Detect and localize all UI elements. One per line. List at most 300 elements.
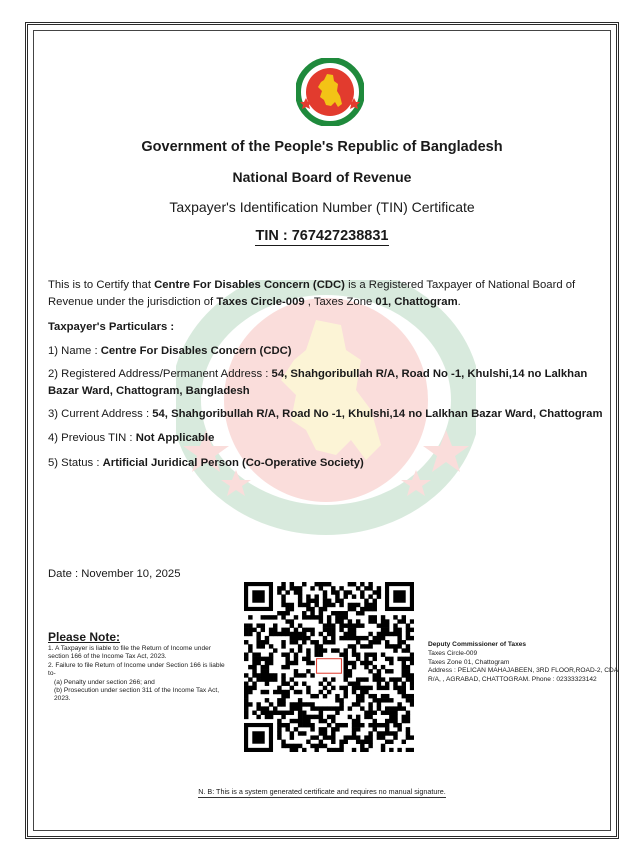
- qr-module: [389, 740, 393, 744]
- qr-module: [306, 719, 310, 723]
- qr-module: [377, 669, 381, 673]
- qr-module: [364, 715, 368, 719]
- qr-module: [344, 665, 348, 669]
- qr-module: [314, 694, 318, 698]
- particular-previous-tin: [48, 430, 598, 447]
- qr-module: [348, 632, 352, 636]
- qr-module: [298, 698, 302, 702]
- qr-module: [364, 740, 368, 744]
- qr-module: [314, 706, 318, 710]
- qr-module: [368, 669, 372, 673]
- qr-finder-pattern: [393, 590, 405, 602]
- certificate-title: Taxpayer's Identification Number (TIN) Certificate: [169, 199, 475, 215]
- qr-module: [294, 682, 298, 686]
- certify-circle: Taxes Circle-009: [216, 296, 305, 308]
- qr-module: [310, 586, 314, 590]
- qr-module: [397, 644, 401, 648]
- qr-module: [265, 669, 269, 673]
- qr-module: [344, 590, 348, 594]
- qr-module: [319, 582, 323, 586]
- qr-module: [335, 723, 339, 727]
- officer-title: Deputy Commissioner of Taxes: [428, 641, 527, 648]
- qr-module: [248, 677, 252, 681]
- qr-module: [393, 715, 397, 719]
- qr-module: [281, 644, 285, 648]
- qr-module: [393, 723, 397, 727]
- qr-module: [323, 594, 327, 598]
- current-address-label: 3) Current Address :: [48, 408, 153, 420]
- qr-module: [364, 690, 368, 694]
- qr-module: [410, 657, 414, 661]
- qr-module: [290, 603, 294, 607]
- qr-module: [273, 673, 277, 677]
- qr-module: [256, 677, 260, 681]
- qr-module: [244, 640, 248, 644]
- qr-module: [281, 582, 285, 586]
- qr-module: [306, 740, 310, 744]
- qr-module: [310, 735, 314, 739]
- qr-module: [381, 694, 385, 698]
- qr-module: [356, 603, 360, 607]
- qr-module: [281, 603, 285, 607]
- qr-module: [339, 702, 343, 706]
- qr-module: [298, 586, 302, 590]
- qr-module: [306, 690, 310, 694]
- qr-module: [277, 731, 281, 735]
- qr-module: [306, 652, 310, 656]
- qr-module: [356, 735, 360, 739]
- qr-module: [356, 698, 360, 702]
- qr-module: [402, 694, 406, 698]
- qr-module: [331, 628, 335, 632]
- qr-module: [281, 599, 285, 603]
- qr-module: [381, 744, 385, 748]
- note-line-3: (a) Penalty under section 266; and: [54, 678, 155, 686]
- qr-module: [310, 694, 314, 698]
- qr-module: [319, 706, 323, 710]
- qr-module: [281, 652, 285, 656]
- qr-module: [339, 619, 343, 623]
- qr-module: [402, 640, 406, 644]
- qr-module: [377, 735, 381, 739]
- qr-module: [348, 590, 352, 594]
- qr-module: [335, 698, 339, 702]
- qr-module: [281, 640, 285, 644]
- qr-module: [339, 628, 343, 632]
- qr-module: [344, 735, 348, 739]
- qr-module: [285, 690, 289, 694]
- qr-module: [410, 619, 414, 623]
- qr-module: [406, 677, 410, 681]
- qr-module: [381, 723, 385, 727]
- qr-module: [269, 652, 273, 656]
- qr-module: [248, 648, 252, 652]
- qr-module: [314, 603, 318, 607]
- qr-module: [402, 706, 406, 710]
- qr-module: [373, 727, 377, 731]
- qr-module: [281, 698, 285, 702]
- qr-module: [381, 615, 385, 619]
- qr-module: [348, 673, 352, 677]
- qr-module: [306, 661, 310, 665]
- qr-module: [281, 632, 285, 636]
- qr-module: [319, 715, 323, 719]
- qr-module: [319, 607, 323, 611]
- qr-module: [368, 632, 372, 636]
- qr-module: [302, 723, 306, 727]
- qr-module: [265, 665, 269, 669]
- qr-module: [352, 723, 356, 727]
- qr-module: [356, 723, 360, 727]
- qr-module: [285, 727, 289, 731]
- qr-module: [298, 719, 302, 723]
- qr-module: [306, 669, 310, 673]
- qr-module: [310, 632, 314, 636]
- qr-module: [344, 661, 348, 665]
- qr-module: [344, 594, 348, 598]
- qr-module: [397, 640, 401, 644]
- qr-module: [310, 607, 314, 611]
- qr-module: [314, 582, 318, 586]
- qr-module: [373, 723, 377, 727]
- qr-module: [377, 640, 381, 644]
- qr-module: [302, 615, 306, 619]
- qr-module: [285, 611, 289, 615]
- qr-module: [327, 723, 331, 727]
- qr-module: [248, 686, 252, 690]
- qr-module: [397, 748, 401, 752]
- qr-module: [352, 632, 356, 636]
- qr-module: [344, 615, 348, 619]
- qr-module: [306, 599, 310, 603]
- qr-module: [389, 719, 393, 723]
- qr-module: [285, 661, 289, 665]
- qr-module: [348, 628, 352, 632]
- qr-module: [290, 607, 294, 611]
- qr-module: [281, 673, 285, 677]
- qr-module: [290, 648, 294, 652]
- qr-module: [323, 686, 327, 690]
- qr-module: [248, 665, 252, 669]
- qr-module: [306, 657, 310, 661]
- qr-module: [327, 623, 331, 627]
- qr-module: [285, 711, 289, 715]
- qr-module: [252, 669, 256, 673]
- qr-module: [389, 632, 393, 636]
- qr-module: [389, 661, 393, 665]
- qr-module: [368, 740, 372, 744]
- qr-module: [377, 594, 381, 598]
- qr-module: [323, 706, 327, 710]
- qr-module: [256, 623, 260, 627]
- qr-module: [261, 690, 265, 694]
- qr-module: [385, 682, 389, 686]
- qr-module: [302, 731, 306, 735]
- qr-module: [323, 582, 327, 586]
- qr-module: [256, 702, 260, 706]
- qr-module: [290, 702, 294, 706]
- qr-module: [285, 632, 289, 636]
- qr-module: [406, 694, 410, 698]
- qr-module: [344, 740, 348, 744]
- qr-module: [273, 648, 277, 652]
- qr-module: [244, 711, 248, 715]
- qr-module: [373, 603, 377, 607]
- officer-address: Address : PELICAN MAHAJABEEN, 3RD FLOOR,ROAD-2, CDA R/A, , AGRABAD, CHATTOGRAM. Phone : 02333323142: [428, 667, 618, 684]
- qr-module: [381, 652, 385, 656]
- qr-module: [273, 623, 277, 627]
- qr-finder-pattern: [252, 731, 264, 743]
- qr-module: [261, 640, 265, 644]
- qr-module: [244, 698, 248, 702]
- qr-module: [339, 586, 343, 590]
- footer-note-text: N. B: This is a system generated certificate and requires no manual signature.: [198, 787, 446, 796]
- qr-module: [377, 586, 381, 590]
- qr-module: [294, 657, 298, 661]
- qr-module: [323, 590, 327, 594]
- qr-module: [306, 702, 310, 706]
- qr-module: [294, 586, 298, 590]
- qr-module: [323, 694, 327, 698]
- qr-module: [252, 661, 256, 665]
- qr-module: [327, 615, 331, 619]
- qr-module: [319, 740, 323, 744]
- qr-module: [339, 748, 343, 752]
- qr-module: [256, 636, 260, 640]
- qr-module: [252, 628, 256, 632]
- qr-module: [339, 615, 343, 619]
- qr-module: [373, 619, 377, 623]
- qr-module: [298, 632, 302, 636]
- qr-module: [364, 644, 368, 648]
- qr-module: [294, 590, 298, 594]
- qr-module: [406, 731, 410, 735]
- qr-module: [339, 652, 343, 656]
- qr-module: [306, 715, 310, 719]
- qr-module: [319, 731, 323, 735]
- qr-module: [364, 735, 368, 739]
- qr-module: [298, 723, 302, 727]
- qr-module: [397, 632, 401, 636]
- qr-module: [277, 711, 281, 715]
- qr-module: [356, 682, 360, 686]
- qr-module: [352, 652, 356, 656]
- qr-module: [323, 677, 327, 681]
- qr-module: [339, 603, 343, 607]
- qr-module: [302, 673, 306, 677]
- qr-module: [281, 723, 285, 727]
- qr-module: [244, 694, 248, 698]
- qr-module: [348, 582, 352, 586]
- qr-module: [327, 632, 331, 636]
- qr-module: [377, 636, 381, 640]
- qr-module: [335, 748, 339, 752]
- qr-module: [314, 648, 318, 652]
- qr-module: [290, 623, 294, 627]
- qr-module: [368, 715, 372, 719]
- qr-module: [385, 644, 389, 648]
- qr-module: [277, 632, 281, 636]
- qr-module: [364, 748, 368, 752]
- qr-module: [265, 636, 269, 640]
- qr-module: [352, 603, 356, 607]
- qr-module: [381, 731, 385, 735]
- qr-module: [335, 590, 339, 594]
- qr-module: [385, 740, 389, 744]
- qr-module: [389, 677, 393, 681]
- qr-module: [331, 748, 335, 752]
- qr-module: [406, 673, 410, 677]
- qr-module: [368, 586, 372, 590]
- qr-module: [344, 611, 348, 615]
- qr-module: [377, 673, 381, 677]
- qr-module: [335, 611, 339, 615]
- certify-org-name: Centre For Disables Concern (CDC): [154, 279, 345, 291]
- certify-text-2: is a Registered Taxpayer of National Board of Revenue under the jurisdiction of: [48, 279, 576, 308]
- qr-module: [360, 594, 364, 598]
- qr-module: [298, 711, 302, 715]
- qr-module: [290, 582, 294, 586]
- please-note-title: Please Note:: [48, 630, 121, 644]
- qr-module: [368, 702, 372, 706]
- qr-module: [273, 706, 277, 710]
- qr-module: [402, 673, 406, 677]
- qr-module: [269, 677, 273, 681]
- qr-module: [248, 623, 252, 627]
- qr-module: [360, 690, 364, 694]
- qr-module: [327, 582, 331, 586]
- qr-module: [381, 748, 385, 752]
- qr-module: [339, 611, 343, 615]
- qr-module: [389, 644, 393, 648]
- qr-module: [290, 640, 294, 644]
- qr-module: [389, 706, 393, 710]
- qr-module: [327, 735, 331, 739]
- registered-address-label: 2) Registered Address/Permanent Address :: [48, 368, 272, 380]
- qr-module: [364, 586, 368, 590]
- qr-module: [319, 644, 323, 648]
- qr-module: [397, 702, 401, 706]
- qr-module: [373, 640, 377, 644]
- bangladesh-government-emblem: [296, 58, 364, 126]
- qr-module: [335, 615, 339, 619]
- qr-module: [368, 582, 372, 586]
- qr-module: [348, 706, 352, 710]
- qr-module: [323, 719, 327, 723]
- qr-module: [385, 698, 389, 702]
- qr-module: [360, 740, 364, 744]
- qr-module: [397, 619, 401, 623]
- qr-module: [319, 652, 323, 656]
- qr-module: [335, 599, 339, 603]
- qr-module: [364, 661, 368, 665]
- qr-module: [368, 744, 372, 748]
- qr-module: [389, 731, 393, 735]
- qr-module: [331, 686, 335, 690]
- qr-module: [331, 590, 335, 594]
- qr-module: [368, 694, 372, 698]
- qr-module: [335, 594, 339, 598]
- officer-zone: Taxes Zone 01, Chattogram: [428, 658, 510, 666]
- qr-module: [252, 673, 256, 677]
- qr-module: [298, 594, 302, 598]
- qr-module: [323, 607, 327, 611]
- qr-module: [335, 711, 339, 715]
- qr-module: [385, 723, 389, 727]
- qr-module: [277, 719, 281, 723]
- qr-module: [352, 735, 356, 739]
- qr-module: [406, 644, 410, 648]
- qr-module: [285, 744, 289, 748]
- qr-module: [285, 665, 289, 669]
- qr-module: [285, 603, 289, 607]
- qr-module: [327, 690, 331, 694]
- qr-code[interactable]: [244, 582, 414, 752]
- qr-module: [290, 586, 294, 590]
- qr-module: [281, 711, 285, 715]
- qr-module: [269, 702, 273, 706]
- qr-module: [331, 640, 335, 644]
- status-label: 5) Status :: [48, 457, 103, 469]
- qr-module: [406, 715, 410, 719]
- qr-module: [344, 723, 348, 727]
- qr-module: [244, 628, 248, 632]
- qr-module: [348, 623, 352, 627]
- qr-module: [364, 657, 368, 661]
- qr-module: [368, 723, 372, 727]
- qr-module: [281, 677, 285, 681]
- qr-module: [377, 623, 381, 627]
- qr-module: [360, 636, 364, 640]
- qr-module: [323, 727, 327, 731]
- qr-module: [381, 623, 385, 627]
- qr-module: [298, 744, 302, 748]
- certify-text-4: .: [457, 296, 461, 308]
- qr-module: [364, 677, 368, 681]
- qr-module: [306, 607, 310, 611]
- qr-module: [285, 652, 289, 656]
- qr-module: [373, 590, 377, 594]
- qr-module: [356, 677, 360, 681]
- qr-module: [377, 706, 381, 710]
- qr-module: [360, 706, 364, 710]
- qr-module: [285, 723, 289, 727]
- current-address-value: 54, Shahgoribullah R/A, Road No -1, Khulshi,14 no Lalkhan Bazar Ward, Chattogram: [152, 408, 603, 420]
- qr-module: [352, 628, 356, 632]
- qr-module: [377, 682, 381, 686]
- qr-module: [310, 628, 314, 632]
- qr-module: [290, 731, 294, 735]
- qr-module: [252, 652, 256, 656]
- qr-module: [356, 702, 360, 706]
- qr-module: [294, 636, 298, 640]
- qr-module: [256, 632, 260, 636]
- previous-tin-value: Not Applicable: [135, 432, 215, 444]
- qr-module: [368, 731, 372, 735]
- qr-module: [314, 599, 318, 603]
- qr-module: [335, 619, 339, 623]
- qr-module: [310, 615, 314, 619]
- qr-module: [406, 628, 410, 632]
- qr-module: [314, 744, 318, 748]
- qr-module: [248, 702, 252, 706]
- qr-module: [410, 686, 414, 690]
- qr-module: [290, 706, 294, 710]
- qr-module: [306, 628, 310, 632]
- qr-module: [314, 640, 318, 644]
- qr-module: [402, 740, 406, 744]
- qr-module: [364, 636, 368, 640]
